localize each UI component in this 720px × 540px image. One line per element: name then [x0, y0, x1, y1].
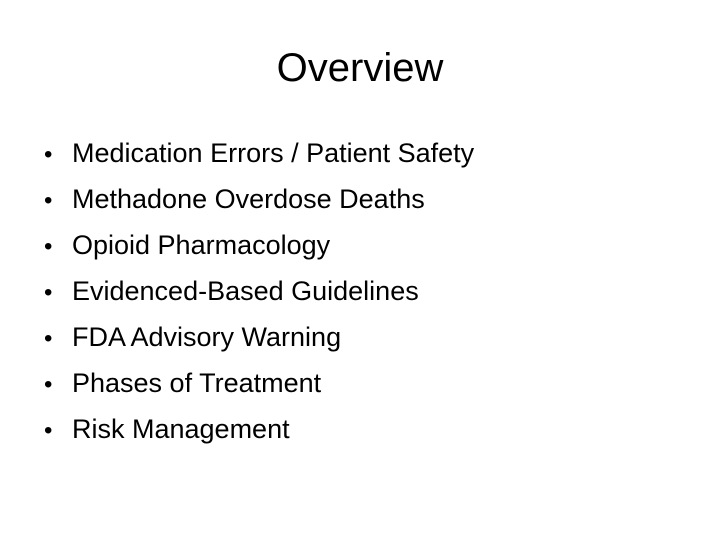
bullet-icon: • — [44, 279, 53, 306]
list-item-text: Evidenced-Based Guidelines — [72, 276, 419, 306]
list-item — [44, 130, 474, 176]
list-item — [44, 268, 474, 314]
list-item-text: Methadone Overdose Deaths — [72, 184, 425, 214]
list-item — [44, 222, 474, 268]
slide-title: Overview — [276, 46, 444, 90]
bullet-icon: • — [44, 371, 53, 398]
list-item — [44, 406, 474, 452]
list-item — [44, 314, 474, 360]
list-item-text: Opioid Pharmacology — [72, 230, 331, 260]
list-item — [44, 360, 474, 406]
bullet-icon: • — [44, 325, 53, 352]
list-item-text: Phases of Treatment — [72, 368, 322, 398]
list-item-text: Medication Errors / Patient Safety — [72, 138, 475, 168]
bullet-icon: • — [44, 233, 53, 260]
list-item-text: FDA Advisory Warning — [72, 322, 342, 352]
bullet-icon: • — [44, 417, 53, 444]
bullet-icon: • — [44, 141, 53, 168]
bullet-icon: • — [44, 187, 53, 214]
bullet-list — [44, 130, 474, 452]
list-item-text: Risk Management — [72, 414, 290, 444]
list-item — [44, 176, 474, 222]
